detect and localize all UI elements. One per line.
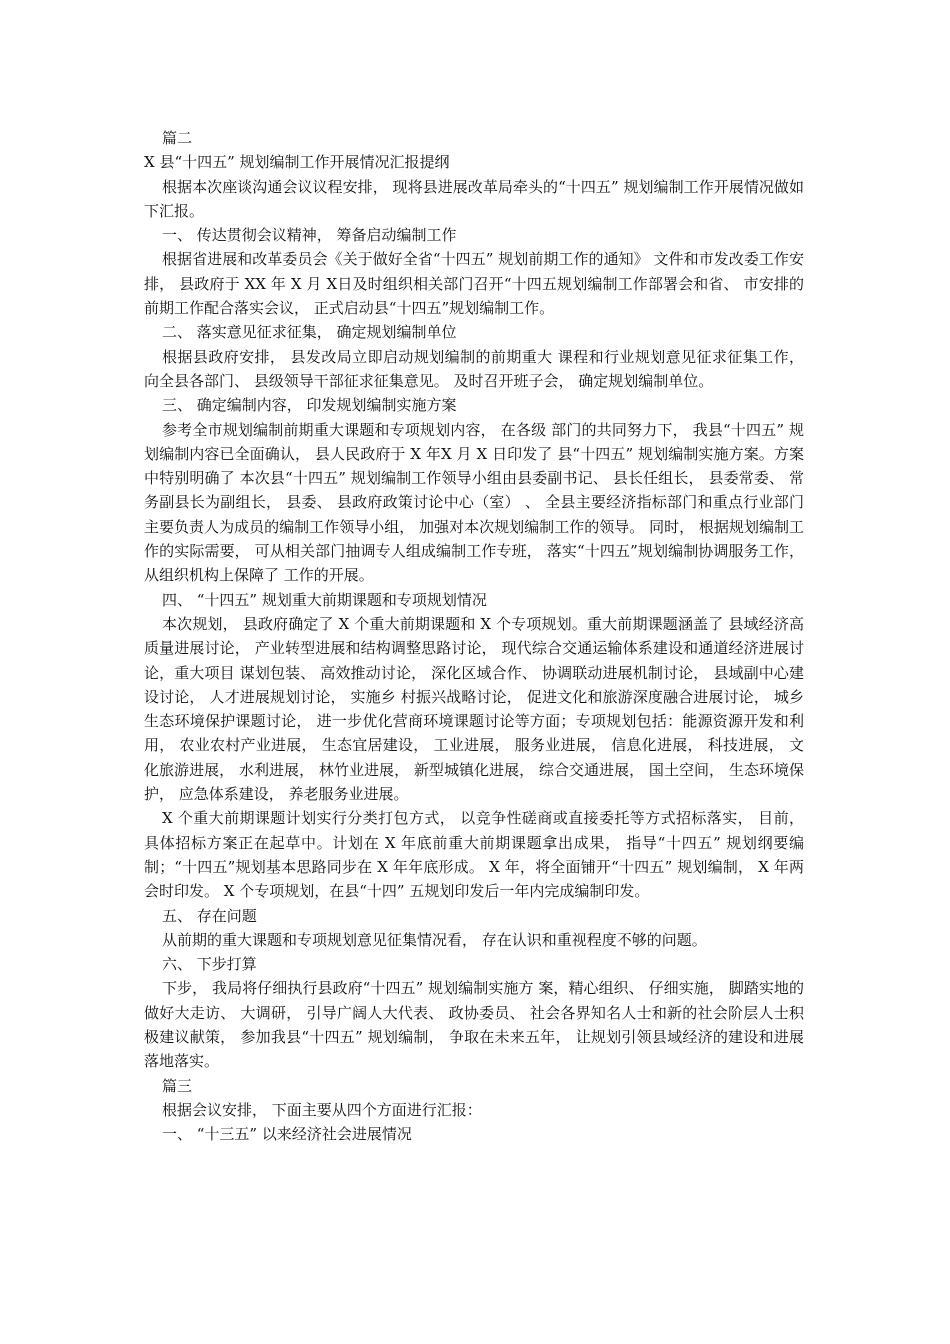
section-heading: 四、 “十四五” 规划重大前期课题和专项规划情况: [162, 590, 487, 609]
body-paragraph: 从前期的重大课题和专项规划意见征集情况看， 存在认识和重视程度不够的问题。: [162, 930, 707, 949]
section-heading: 二、 落实意见征求征集， 确定规划编制单位: [162, 323, 457, 342]
document-title: X 县“十四五” 规划编制工作开展情况汇报提纲: [144, 153, 450, 172]
section-heading: 一、 “十三五” 以来经济社会进展情况: [162, 1125, 412, 1144]
body-paragraph: 下步， 我局将仔细执行县政府“十四五” 规划编制实施方 案，精心组织、 仔细实施， 脚踏实地的做好大走访、 大调研， 引导广阔人大代表、 政协委员、 社会各界知名人士和新的社会阶层人士积极建议献策， 参加我县“十四五” 规划编制， 争取在未来五年， 让规划引领县域经济的建设和进展落地落实。: [144, 979, 804, 1071]
section-heading: 三、 确定编制内容， 印发规划编制实施方案: [162, 396, 457, 415]
section-heading: 六、 下步打算: [162, 955, 257, 974]
body-paragraph: 根据省进展和改革委员会《关于做好全省“十四五” 规划前期工作的通知》 文件和市发改委工作安排， 县政府于 XX 年 X 月 X日及时组织相关部门召开“十四五规划编制工作部署会和省、 市安排的前期工作配合落实会议， 正式启动县“十四五”规划编制工作。: [144, 250, 804, 318]
body-paragraph: 根据县政府安排， 县发改局立即启动规划编制的前期重大 课程和行业规划意见征求征集工作， 向全县各部门、 县级领导干部征求征集意见。 及时召开班子会， 确定规划编制单位。: [144, 347, 804, 390]
body-paragraph: 本次规划， 县政府确定了 X 个重大前期课题和 X 个专项规划。重大前期课题涵盖了 县域经济高质量进展讨论， 产业转型进展和结构调整思路讨论， 现代综合交通运输体系建设和通道经济进展讨论，重大项目 谋划包装、 高效推动讨论， 深化区域合作、 协调联动进展机制讨论， 县域副中心建设讨论， 人才进展规划讨论， 实施乡 村振兴战略讨论， 促进文化和旅游深度融合进展讨论， 城乡 生态环境保护课题讨论， 进一步优化营商环境课题讨论等方面；专项规划包括：能源资源开发和利用， 农业农村产业进展， 生态宜居建设， 工业进展， 服务业进展， 信息化进展， 科技进展， 文化旅游进展， 水利进展， 林竹业进展， 新型城镇化进展， 综合交通进展， 国土空间， 生态环境保护， 应急体系建设， 养老服务业进展。: [144, 614, 804, 804]
section-heading: 五、 存在问题: [162, 906, 257, 925]
section-label: 篇三: [162, 1076, 193, 1095]
intro-paragraph: 根据会议安排， 下面主要从四个方面进行汇报：: [162, 1100, 482, 1119]
body-paragraph: X 个重大前期课题计划实行分类打包方式， 以竞争性磋商或直接委托等方式招标落实， 目前， 具体招标方案正在起草中。计划在 X 年底前重大前期课题拿出成果， 指导“十四五” 规划纲要编制；“十四五”规划基本思路同步在 X 年年底形成。 X 年，将全面铺开“十四五” 规划编制， X 年两会时印发。 X 个专项规划，在县“十四” 五规划印发后一年内完成编制印发。: [144, 809, 804, 901]
section-label: 篇二: [162, 129, 193, 147]
intro-paragraph: 根据本次座谈沟通会议议程安排， 现将县进展改革局牵头的“十四五” 规划编制工作开展情况做如下汇报。: [144, 177, 804, 220]
body-paragraph: 参考全市规划编制前期重大课题和专项规划内容， 在各级 部门的共同努力下， 我县“十四五” 规划编制内容已全面确认， 县人民政府于 X 年X 月 X 日印发了 县“十四五” 规划编制实施方案。方案中特别明确了 本次县“十四五” 规划编制工作领导小组由县委副书记、 县长任组长， 县委常委、 常务副县长为副组长， 县委、 县政府政策讨论中心（室） 、 全县主要经济指标部门和重点行业部门主要负责人为成员的编制工作领导小组， 加强对本次规划编制工作的领导。 同时， 根据规划编制工作的实际需要， 可从相关部门抽调专人组成编制工作专班， 落实“十四五”规划编制协调服务工作，从组织机构上保障了 工作的开展。: [144, 420, 804, 585]
document-page: [144, 126, 804, 1146]
section-heading: 一、 传达贯彻会议精神， 筹备启动编制工作: [162, 226, 457, 245]
